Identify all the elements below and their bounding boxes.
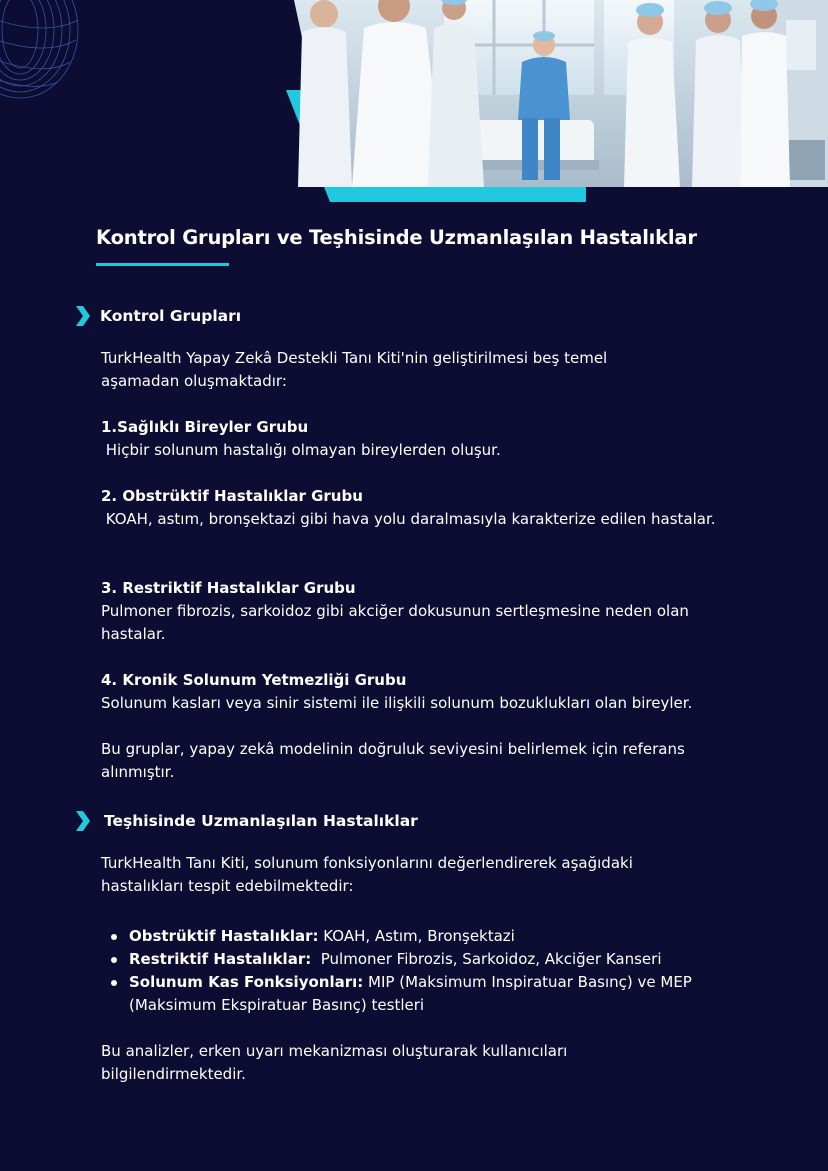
group-title: 3. Restriktif Hastalıklar Grubu xyxy=(101,579,356,597)
list-item xyxy=(101,925,741,948)
group-2 xyxy=(101,485,721,531)
list-item-label: Obstrüktif Hastalıklar: xyxy=(129,927,319,945)
section1-intro: TurkHealth Yapay Zekâ Destekli Tanı Kiti'nin geliştirilmesi beş temel aşamadan oluşmaktadır: xyxy=(101,349,608,390)
group-desc: KOAH, astım, bronşektazi gibi hava yolu daralmasıyla karakterize edilen hastalar. xyxy=(101,510,716,528)
title-underline xyxy=(96,263,229,266)
group-1 xyxy=(101,416,761,462)
list-item xyxy=(101,948,741,971)
section-heading-label: Kontrol Grupları xyxy=(100,307,242,325)
list-item-label: Solunum Kas Fonksiyonları: xyxy=(129,973,364,991)
list-item xyxy=(101,971,741,1017)
section-heading-control-groups xyxy=(76,306,241,326)
group-3 xyxy=(101,577,731,646)
section2-closing: Bu analizler, erken uyarı mekanizması oluşturarak kullanıcıları bilgilendirmektedir. xyxy=(101,1042,568,1083)
chevron-right-icon xyxy=(76,811,90,831)
group-desc: Pulmoner fibrozis, sarkoidoz gibi akciğer dokusunun sertleşmesine neden olan hastalar. xyxy=(101,602,689,643)
group-title: 4. Kronik Solunum Yetmezliği Grubu xyxy=(101,671,407,689)
list-item-text: MIP (Maksimum Inspiratuar Basınç) ve MEP (Maksimum Ekspiratuar Basınç) testleri xyxy=(129,973,697,1014)
section2-intro: TurkHealth Tanı Kiti, solunum fonksiyonlarını değerlendirerek aşağıdaki hastalıkları tespit edebilmektedir: xyxy=(101,854,633,895)
section1-closing: Bu gruplar, yapay zekâ modelinin doğruluk seviyesini belirlemek için referans alınmıştır. xyxy=(101,740,685,781)
disease-list xyxy=(101,925,741,1017)
wireframe-globe-decoration xyxy=(0,0,90,110)
page-title: Kontrol Grupları ve Teşhisinde Uzmanlaşılan Hastalıklar xyxy=(96,226,697,249)
chevron-right-icon xyxy=(76,306,90,326)
group-title: 2. Obstrüktif Hastalıklar Grubu xyxy=(101,487,363,505)
list-item-text: KOAH, Astım, Bronşektazi xyxy=(318,927,515,945)
section-heading-label: Teşhisinde Uzmanlaşılan Hastalıklar xyxy=(104,812,418,830)
hospital-team-photo xyxy=(294,0,828,187)
group-desc: Hiçbir solunum hastalığı olmayan bireylerden oluşur. xyxy=(101,441,501,459)
section-heading-specialized-diseases xyxy=(76,811,418,831)
group-4 xyxy=(101,669,781,715)
group-desc: Solunum kasları veya sinir sistemi ile ilişkili solunum bozuklukları olan bireyler. xyxy=(101,694,693,712)
list-item-label: Restriktif Hastalıklar: xyxy=(129,950,312,968)
list-item-text: Pulmoner Fibrozis, Sarkoidoz, Akciğer Kanseri xyxy=(311,950,662,968)
group-title: 1.Sağlıklı Bireyler Grubu xyxy=(101,418,309,436)
